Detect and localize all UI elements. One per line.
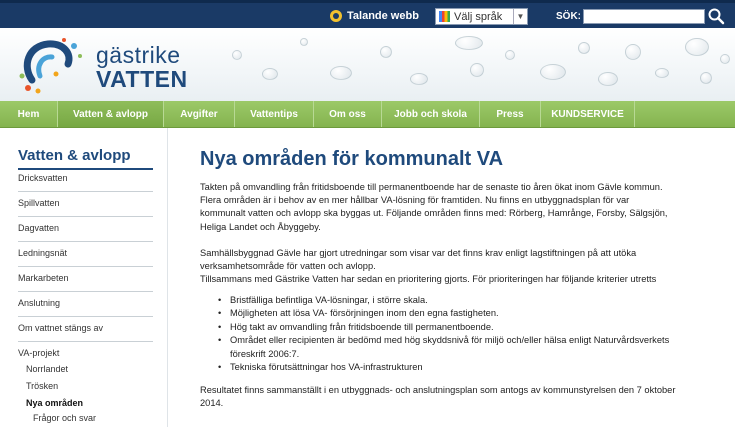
text-line: Tillsammans med Gästrike Vatten har sedan en prioritering gjorts. För prioriteringen har följande kriterier utretts xyxy=(200,274,657,285)
water-bubble xyxy=(380,46,392,58)
sidebar-item-dagvatten[interactable]: Dagvatten xyxy=(18,223,153,242)
water-bubble xyxy=(262,68,278,80)
list-item: • Området eller recipienten är bedömd med hög skyddsnivå för miljö och/eller hälsa enligt Naturvårdsverkets xyxy=(230,334,710,347)
chevron-down-icon: ▼ xyxy=(513,9,527,24)
criteria-list xyxy=(230,294,710,374)
main-content xyxy=(168,128,735,427)
list-item: • Hög takt av omvandling från fritidsboende till permanentboende. xyxy=(230,321,710,334)
talande-webb-label: Talande webb xyxy=(347,10,419,22)
search-input[interactable] xyxy=(583,9,705,24)
sidebar-subitem-nya-omraden[interactable]: Nya områden xyxy=(26,398,84,408)
nav-item-kundservice[interactable]: KUNDSERVICE xyxy=(541,101,635,127)
water-bubble xyxy=(655,68,669,78)
water-bubble xyxy=(455,36,483,50)
background-paragraph xyxy=(200,247,720,287)
sidebar-title[interactable]: Vatten & avlopp xyxy=(18,147,153,170)
list-item: • Möjligheten att lösa VA- försörjningen inom den egna fastigheten. xyxy=(230,307,710,320)
list-item: • Bristfälliga befintliga VA-lösningar, i större skala. xyxy=(230,294,710,307)
sidebar-item-markarbeten[interactable]: Markarbeten xyxy=(18,273,153,292)
nav-item-avgifter[interactable]: Avgifter xyxy=(164,101,235,127)
search-icon xyxy=(707,7,725,25)
water-bubble xyxy=(720,54,730,64)
text-line: Takten på omvandling från fritidsboende till permanentboende har de senaste tio åren ökat inom Gävle kommun. xyxy=(200,182,663,192)
list-item: • Tekniska förutsättningar hos VA-infrastrukturen xyxy=(230,361,710,374)
water-bubble xyxy=(330,66,352,80)
logo-line2: VATTEN xyxy=(96,66,188,92)
logo-wordmark[interactable] xyxy=(96,44,188,91)
sidebar-subsubitem-fragor-och-svar[interactable]: Frågor och svar xyxy=(33,413,97,423)
search-button[interactable] xyxy=(707,7,725,25)
logo-line1: gästrike xyxy=(96,42,181,68)
sidebar-item-spillvatten[interactable]: Spillvatten xyxy=(18,198,153,217)
sidebar xyxy=(0,128,168,427)
text-line: Flera områden är i behov av en mer hållbar VA-lösning för framtiden. Nu finns en utbyggnadsplan för var xyxy=(200,195,630,206)
sidebar-item-va-projekt[interactable]: VA-projekt xyxy=(18,348,60,358)
water-bubble xyxy=(578,42,590,54)
water-bubble xyxy=(598,72,618,86)
sidebar-item-om-vattnet-stangs-av[interactable]: Om vattnet stängs av xyxy=(18,323,153,342)
water-bubble xyxy=(410,73,428,85)
google-translate-icon xyxy=(439,11,450,22)
language-select[interactable] xyxy=(435,8,528,25)
nav-item-om-oss[interactable]: Om oss xyxy=(314,101,382,127)
speaker-icon xyxy=(330,10,342,22)
sidebar-subitem-trosken[interactable]: Trösken xyxy=(26,381,59,391)
text-line: Heliga Landet och Åbyggeby. xyxy=(200,221,321,232)
intro-paragraph xyxy=(200,181,720,234)
text-line: Resultatet finns sammanställt i en utbyggnads- och anslutningsplan som antogs av kommunstyrelsen den 7 oktober xyxy=(200,385,676,395)
gastrike-vatten-logo-icon[interactable] xyxy=(18,36,90,96)
text-line: Samhällsbyggnad Gävle har gjort utredningar som visar var det finns krav enligt lagstiftningen på att utöka xyxy=(200,248,637,258)
water-bubble xyxy=(700,72,712,84)
sidebar-item-anslutning[interactable]: Anslutning xyxy=(18,298,153,317)
nav-item-jobb-och-skola[interactable]: Jobb och skola xyxy=(382,101,480,127)
sidebar-item-dricksvatten[interactable]: Dricksvatten xyxy=(18,173,153,192)
main-navigation xyxy=(0,101,735,128)
water-bubble xyxy=(470,63,484,77)
water-bubble xyxy=(540,64,566,80)
nav-item-press[interactable]: Press xyxy=(480,101,541,127)
nav-item-vatten-avlopp[interactable]: Vatten & avlopp xyxy=(58,101,164,127)
language-select-label: Välj språk xyxy=(454,10,503,23)
site-header xyxy=(0,28,735,101)
water-bubble xyxy=(232,50,242,60)
nav-item-hem[interactable]: Hem xyxy=(0,101,58,127)
page-title: Nya områden för kommunalt VA xyxy=(200,148,504,170)
list-item-continuation: föreskrift 2006:7. xyxy=(230,348,300,359)
water-bubble xyxy=(685,38,709,56)
sidebar-item-ledningsnat[interactable]: Ledningsnät xyxy=(18,248,153,267)
nav-item-vattentips[interactable]: Vattentips xyxy=(235,101,314,127)
water-bubble xyxy=(300,38,308,46)
talande-webb-link[interactable] xyxy=(330,8,419,24)
search-label: SÖK: xyxy=(556,10,581,22)
text-line: verksamhetsområde för vatten och avlopp. xyxy=(200,261,376,272)
top-utility-bar xyxy=(0,0,735,28)
sidebar-subitem-norrlandet[interactable]: Norrlandet xyxy=(26,364,69,374)
text-line: 2014. xyxy=(200,398,224,409)
water-bubble xyxy=(505,50,515,60)
text-line: kommunalt vatten och avlopp ska byggas ut. Följande områden finns med: Rörberg, Hamrånge, Forsby, Sälgsjön, xyxy=(200,208,668,219)
result-paragraph xyxy=(200,384,720,410)
water-bubble xyxy=(625,44,641,60)
